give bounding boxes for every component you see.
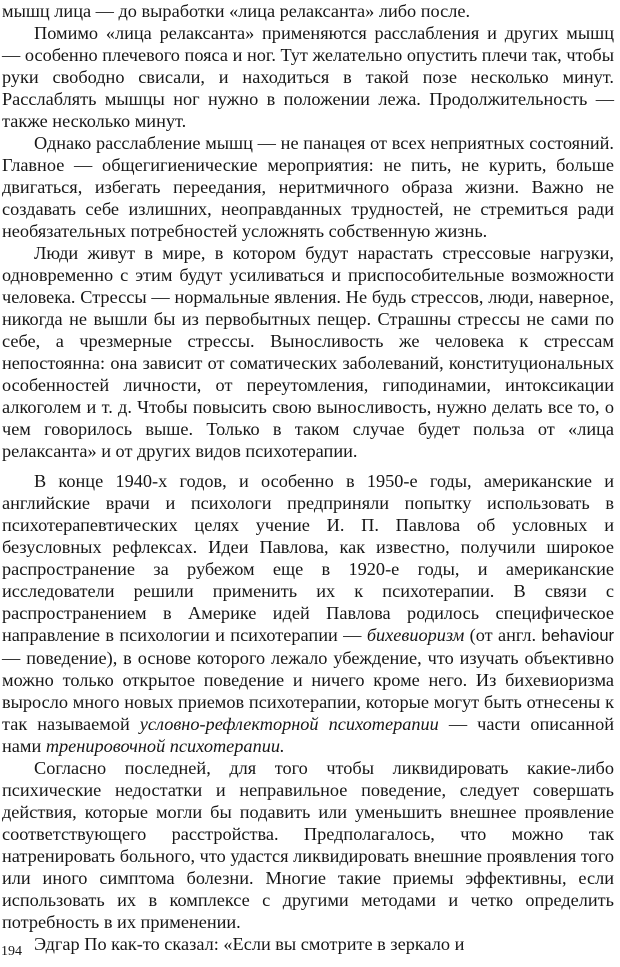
- paragraph: [2, 22, 614, 132]
- text-run: В конце 1940-х годов, и особенно в 1950-е годы, американские и английские врачи и психологи предприняли попытку использовать в психотерапевтических целях учение И. П. Павлова об условных и безусловных рефлексах. Идеи Павлова, как известно, получили широкое распространение за рубежом еще в 1920-е годы, и американские исследователи решили применить их к психотерапии. В связи с распространением в Америке идей Павлова родилось специфическое направление в психологии и психотерапии —: [2, 471, 614, 645]
- italic-term: условно-рефлекторной психотерапии: [139, 714, 439, 734]
- paragraph: [2, 242, 614, 462]
- text-run: (от англ.: [464, 625, 542, 645]
- paragraph: [2, 132, 614, 242]
- paragraph: [2, 757, 614, 933]
- page-number: 194: [1, 944, 22, 959]
- text-run: мышц лица — до выработки «лица релаксанта» либо после.: [2, 1, 471, 21]
- text-run: — поведение), в основе которого лежало убеждение, что изучать объективно можно только открытое поведение и ничего кроме него. Из бихевиоризма выросло много новых приемов психотерапии, которые могут быть отнесены к так называемой: [2, 648, 614, 734]
- paragraph: [2, 0, 614, 22]
- text-run: Однако расслабление мышц — не панацея от всех неприятных состояний. Главное — общегигиенические мероприятия: не пить, не курить, больше двигаться, избегать переедания, неритмичного образа жизни. Важно не создавать себе излишних, неоправданных трудностей, не стремиться ради необязательных потребностей усложнять собственную жизнь.: [2, 133, 614, 241]
- paragraph: [2, 470, 614, 757]
- text-run: — части описанной нами: [2, 714, 614, 756]
- body-text: [2, 0, 614, 955]
- foreign-term: behaviour: [541, 627, 614, 645]
- text-run: Эдгар По как-то сказал: «Если вы смотрите в зеркало и: [34, 934, 465, 954]
- paragraph: [2, 933, 614, 955]
- text-run: Согласно последней, для того чтобы ликвидировать какие-либо психические недостатки и неправильное поведение, следует совершать действия, которые могли бы подавить или уменьшить внешнее проявление соответствующего расстройства. Предполагалось, что можно так натренировать больного, что удастся ликвидировать внешние проявления того или иного симптома болезни. Многие такие приемы эффективны, если использовать их в комплексе с другими методами и четко определить потребность в их применении.: [2, 758, 614, 932]
- text-run: Люди живут в мире, в котором будут нарастать стрессовые нагрузки, одновременно с этим будут усиливаться и приспособительные возможности человека. Стрессы — нормальные явления. Не будь стрессов, люди, наверное, никогда не вышли бы из первобытных пещер. Страшны стрессы не сами по себе, а чрезмерные стрессы. Выносливость же человека к стрессам непостоянна: она зависит от соматических заболеваний, конституциональных особенностей личности, от переутомления, гиподинамии, интоксикации алкоголем и т. д. Чтобы повысить свою выносливость, нужно делать все то, о чем говорилось выше. Только в таком случае будет польза от «лица релаксанта» и от других видов психотерапии.: [2, 243, 614, 461]
- text-run: Помимо «лица релаксанта» применяются расслабления и других мышц — особенно плечевого пояса и ног. Тут желательно опустить плечи так, чтобы руки свободно свисали, и находиться в такой позе несколько минут. Расслаблять мышцы ног нужно в положении лежа. Продолжительность — также несколько минут.: [2, 23, 614, 131]
- italic-term: тренировочной психотерапии.: [45, 736, 285, 756]
- italic-term: бихевиоризм: [366, 625, 465, 645]
